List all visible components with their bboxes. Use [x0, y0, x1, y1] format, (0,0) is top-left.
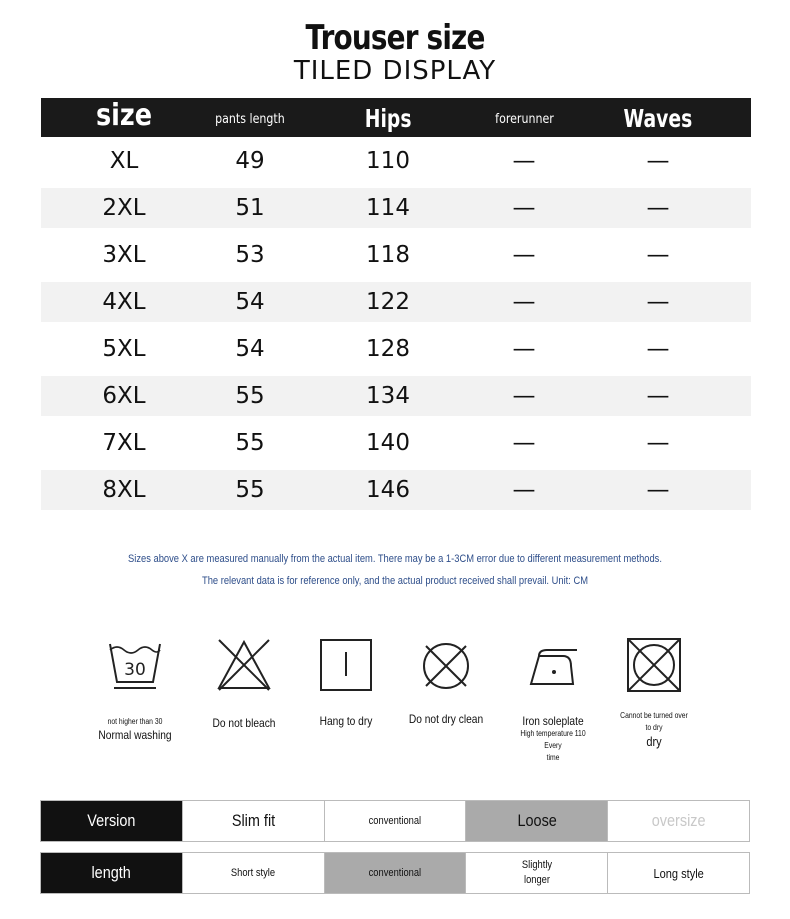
table-cell: 118: [366, 241, 410, 268]
care-item-wash: 30 not higher than 30 Normal washing: [85, 636, 185, 742]
length-option-conventional: conventional: [324, 853, 466, 893]
table-cell: 7XL: [102, 429, 146, 456]
care-item-iron: Iron soleplate High temperature 110 Every time: [503, 636, 603, 764]
size-table-header: [41, 98, 751, 137]
table-row: [41, 184, 751, 231]
length-option-short-style: Short style: [182, 853, 324, 893]
page-subtitle: TILED DISPLAY: [293, 56, 497, 86]
table-cell: —: [646, 382, 670, 409]
table-row: [41, 137, 751, 184]
table-cell: —: [512, 147, 536, 174]
table-cell: —: [646, 429, 670, 456]
table-cell: —: [512, 194, 536, 221]
no-dry-clean-icon: [418, 636, 474, 692]
version-option-oversize: oversize: [607, 801, 749, 841]
length-header: length: [41, 853, 182, 893]
table-cell: 6XL: [102, 382, 146, 409]
table-row: [41, 419, 751, 466]
table-cell: —: [512, 476, 536, 503]
column-header-waves: Waves: [623, 104, 693, 133]
reference-note: The relevant data is for reference only, and the actual product received shall prevail. Unit: CM: [202, 575, 588, 587]
table-cell: 54: [235, 288, 265, 315]
table-cell: —: [512, 382, 536, 409]
table-cell: —: [646, 288, 670, 315]
table-row: [41, 325, 751, 372]
table-cell: 146: [366, 476, 410, 503]
version-option-loose: Loose: [465, 801, 607, 841]
hang-dry-icon: [318, 636, 374, 692]
column-header-forerunner: forerunner: [494, 112, 554, 127]
wash-temperature: 30: [124, 660, 146, 680]
column-header-pants-length: pants length: [215, 112, 285, 127]
table-cell: 8XL: [102, 476, 146, 503]
version-option-conventional: conventional: [324, 801, 466, 841]
table-cell: 114: [366, 194, 410, 221]
measurement-note: Sizes above X are measured manually from the actual item. There may be a 1-3CM error due to different measurement methods.: [128, 553, 662, 565]
table-cell: 55: [235, 476, 265, 503]
table-cell: —: [646, 194, 670, 221]
care-item-bleach: Do not bleach: [194, 636, 294, 730]
size-table: [41, 98, 751, 513]
care-item-dry-clean: Do not dry clean: [396, 636, 496, 726]
table-cell: 51: [235, 194, 265, 221]
table-row: [41, 231, 751, 278]
table-cell: XL: [109, 147, 139, 174]
table-cell: —: [646, 476, 670, 503]
column-header-hips: Hips: [364, 104, 412, 133]
version-header: Version: [41, 801, 182, 841]
column-header-size: size: [95, 98, 153, 133]
table-cell: 134: [366, 382, 410, 409]
table-cell: —: [512, 429, 536, 456]
table-cell: 128: [366, 335, 410, 362]
table-cell: —: [646, 335, 670, 362]
table-cell: 122: [366, 288, 410, 315]
table-cell: 55: [235, 429, 265, 456]
version-option-slim-fit: Slim fit: [182, 801, 324, 841]
length-option-long-style: Long style: [607, 853, 749, 893]
table-cell: 49: [235, 147, 265, 174]
table-row: [41, 466, 751, 513]
size-table-body: [41, 137, 751, 513]
table-cell: 110: [366, 147, 410, 174]
wash-30-icon: [105, 636, 165, 692]
version-table: [40, 800, 750, 842]
table-cell: —: [512, 288, 536, 315]
care-item-tumble-dry: Cannot be turned over to dry dry: [604, 636, 704, 749]
table-cell: 5XL: [102, 335, 146, 362]
table-cell: 4XL: [102, 288, 146, 315]
no-bleach-icon: [215, 636, 273, 692]
table-row: [41, 278, 751, 325]
length-option-slightly-longer: Slightly longer: [465, 853, 607, 893]
table-cell: —: [512, 241, 536, 268]
table-cell: 2XL: [102, 194, 146, 221]
no-tumble-dry-icon: [625, 636, 683, 692]
table-cell: 53: [235, 241, 265, 268]
table-cell: —: [646, 147, 670, 174]
length-table: [40, 852, 750, 894]
iron-icon: [523, 636, 583, 692]
page-title: Trouser size: [305, 18, 485, 58]
care-item-hang-dry: Hang to dry: [296, 636, 396, 728]
table-cell: —: [512, 335, 536, 362]
table-cell: 3XL: [102, 241, 146, 268]
table-cell: 54: [235, 335, 265, 362]
table-cell: —: [646, 241, 670, 268]
table-cell: 55: [235, 382, 265, 409]
table-row: [41, 372, 751, 419]
table-cell: 140: [366, 429, 410, 456]
